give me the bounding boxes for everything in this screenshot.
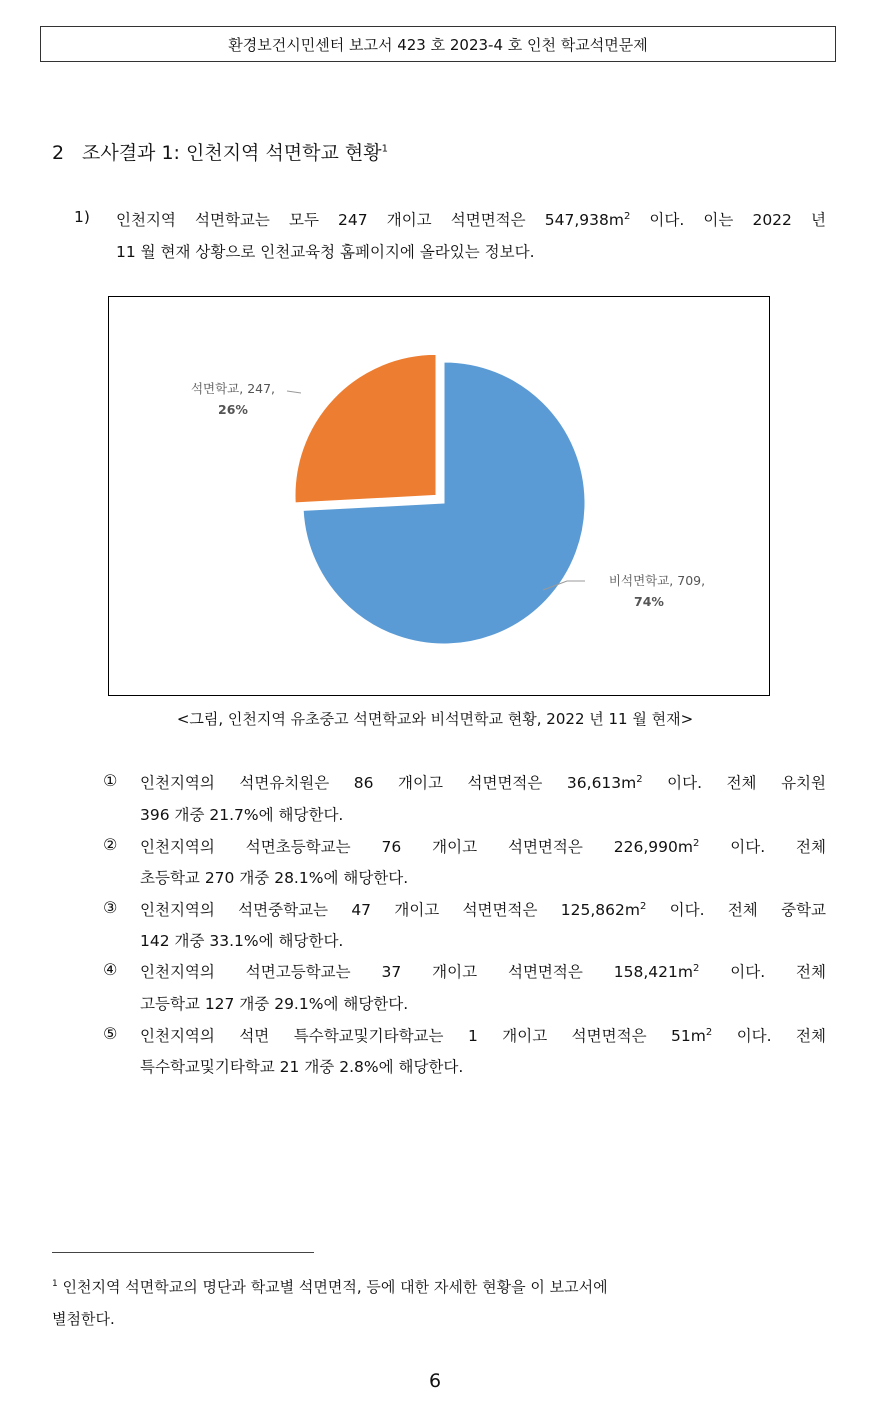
page-number: 6 [428, 1370, 442, 1392]
figure-caption: <그림, 인천지역 유초중고 석면학교와 비석면학교 현황, 2022 년 11 월 현재> [176, 710, 694, 728]
list-item-5-line2: 특수학교및기타학교 21 개중 2.8%에 해당한다. [140, 1058, 464, 1076]
list-item-1-line2: 396 개중 21.7%에 해당한다. [140, 806, 344, 824]
data-label-asbestos-name: 석면학교, 247, [190, 381, 276, 396]
item-number: 1) [74, 208, 90, 226]
data-label-non-asbestos-name: 비석면학교, 709, [608, 573, 706, 588]
list-marker-3: ③ [103, 898, 118, 917]
data-label-asbestos-percent: 26% [218, 402, 248, 417]
list-item-3-line1: 인천지역의 석면중학교는 47 개이고 석면면적은 $125,862m^2$ 이다. 전체 중학교 [140, 900, 826, 919]
item1-line1: 인천지역 석면학교는 모두 247 개이고 석면면적은 $547,938m^2$ 이다. 이는 2022 년 [116, 210, 826, 229]
data-label-non-asbestos-percent: 74% [634, 594, 664, 609]
report-header-title: 환경보건시민센터 보고서 423 호 2023-4 호 인천 학교석면문제 [228, 35, 648, 54]
pie-chart [109, 297, 769, 695]
section-number: 2 [52, 142, 65, 164]
list-marker-4: ④ [103, 960, 118, 979]
footnote-reference[interactable]: 1 [381, 143, 388, 155]
list-item-5-line1: 인천지역의 석면 특수학교및기타학교는 1 개이고 석면면적은 $51m^2$ 이다. 전체 [140, 1026, 826, 1045]
report-header [40, 26, 836, 62]
list-item-2-line2: 초등학교 270 개중 28.1%에 해당한다. [140, 869, 409, 887]
section-title: 조사결과 1: 인천지역 석면학교 현황 [82, 142, 382, 164]
pie-chart-frame [108, 296, 770, 696]
list-marker-2: ② [103, 835, 118, 854]
list-item-2-line1: 인천지역의 석면초등학교는 76 개이고 석면면적은 $226,990m^2$ 이다. 전체 [140, 837, 826, 856]
footnote-separator [52, 1252, 314, 1253]
list-marker-1: ① [103, 771, 118, 790]
list-item-4-line2: 고등학교 127 개중 29.1%에 해당한다. [140, 995, 409, 1013]
list-item-1-line1: 인천지역의 석면유치원은 86 개이고 석면면적은 $36,613m^2$ 이다. 전체 유치원 [140, 773, 826, 792]
footnote-marker: 1 [52, 1279, 58, 1289]
list-item-3-line2: 142 개중 33.1%에 해당한다. [140, 932, 344, 950]
section-heading [52, 138, 388, 165]
leader-line-asbestos [287, 391, 301, 393]
list-marker-5: ⑤ [103, 1024, 118, 1043]
footnote-line2: 별첨한다. [52, 1310, 115, 1328]
list-item-4-line1: 인천지역의 석면고등학교는 37 개이고 석면면적은 $158,421m^2$ 이다. 전체 [140, 962, 826, 981]
pie-slice-asbestos [295, 354, 436, 502]
footnote-line1: $^1$ 인천지역 석면학교의 명단과 학교별 석면면적, 등에 대한 자세한 현황을 이 보고서에 [52, 1278, 608, 1296]
item1-line2: 11 월 현재 상황으로 인천교육청 홈페이지에 올라있는 정보다. [116, 243, 535, 261]
